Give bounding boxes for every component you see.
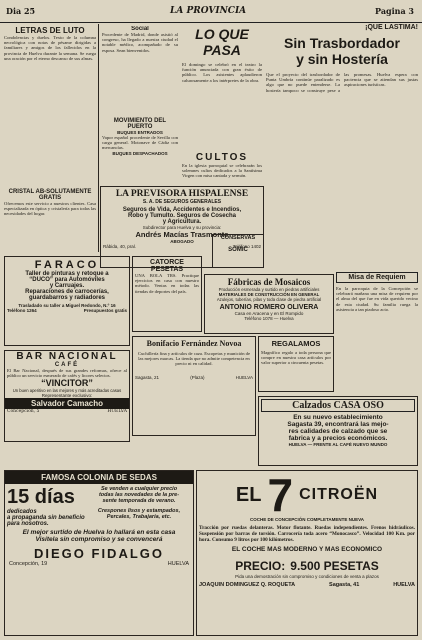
sedas-city: HUELVA xyxy=(167,561,189,567)
faraco-line2: “DUCO” para Automóviles xyxy=(29,277,105,283)
citroen-el: EL xyxy=(235,483,262,506)
mosaicos-name: ANTONIO ROMERO OLIVERA xyxy=(219,304,319,311)
lo-que-pasa-title: LO QUE PASA xyxy=(195,26,249,58)
casaoso-title: Calzados CASA OSO xyxy=(261,399,415,412)
bonifacio-post: (Plaza) xyxy=(190,374,205,380)
mosaicos-addr: Casa en Aracena y en El Rompido xyxy=(234,311,304,316)
faraco-ad xyxy=(4,256,130,346)
sedas-left1: dedicados xyxy=(7,509,37,515)
luto-title: LETRAS DE LUTO xyxy=(15,26,85,35)
citroen-sub: COCHE DE CONCEPCIÓN COMPLETAMENTE NUEVA xyxy=(249,517,365,522)
bonifacio-ad xyxy=(132,336,256,436)
sedas-right4: Crespones lisos y estampados, xyxy=(97,508,181,514)
header-masthead: LA PROVINCIA xyxy=(170,6,247,16)
sedas-left3: para nosotros. xyxy=(7,521,49,527)
previsora-addr: Rábida, 40, pral. xyxy=(103,244,137,249)
sedas-ad xyxy=(4,470,194,636)
previsora-line1: Seguros de Vida, Accidentes e Incendios, xyxy=(122,207,242,213)
previsora-line4: Subdirector para Huelva y su provincia: xyxy=(142,225,222,230)
bonifacio-text: Cuchillería fina y artículos de caza. Escopetas y munición de las mejores marcas. La tienda que no admite competencia en precio ni en calidad. xyxy=(138,351,250,367)
bonifacio-title: Bonifacio Fernández Novoa xyxy=(146,339,242,348)
citroen-plazos: Pida una demostración sin compromiso y condiciones de venta a plazos xyxy=(235,574,379,579)
previsora-role: ABOGADO xyxy=(170,239,194,244)
sedas-title: FAMOSA COLONIA DE SEDAS xyxy=(5,471,193,484)
faraco-title: FARACO xyxy=(34,259,100,271)
casaoso-line4: fabrica y a precios económicos. xyxy=(288,435,388,442)
citroen-dealer-city: HUELVA xyxy=(393,582,415,588)
mosaicos-ad xyxy=(204,274,334,334)
faraco-line6: Trasladado su taller a Miguel Redondo, N.º 16 xyxy=(18,303,116,308)
bonifacio-addr: Sagasta, 21 xyxy=(135,374,160,380)
cristal-text: Ofrecemos este servicio a nuestros clientes. Casa especializada en óptica y cristalería para todas las necesidades del hogar. xyxy=(4,201,96,217)
lastima-article xyxy=(266,24,418,264)
sedas-name: DIEGO FIDALGO xyxy=(34,546,164,561)
catorce-text: UNA BOLA TRS. Practique ejercicios en casa con nuestro método. Ventas en todas las tiendas de deportes del país. xyxy=(135,273,199,294)
mosaicos-title: Fábricas de Mosaicos xyxy=(227,277,311,287)
lastima-title1: Sin Trasbordador xyxy=(284,35,400,51)
sedas-left2: a propaganda sin beneficio xyxy=(7,515,85,521)
mosaicos-line2: MATERIALES DE CONSTRUCCIÓN EN GENERAL xyxy=(218,292,320,297)
citroen-text: Tracción por ruedas delanteras. Motor flotante. Ruedas independientes. Frenos hidráulicos. Suspensión por barras de torsión. Carrocería toda acero “Monocasco”. Velocidad 100 Km. por hora. Consumo 9 litros por 100 kilómetros. xyxy=(199,525,415,543)
citroen-price-label: PRECIO: xyxy=(235,559,286,573)
lo-que-pasa-column xyxy=(182,26,262,152)
cultos-title: CULTOS xyxy=(195,152,249,163)
faraco-foot: Presupuestos gratis xyxy=(83,308,127,313)
sedas-right5: Percales, Trabajaria, etc. xyxy=(106,514,172,520)
luto-text: Condolencias y duelos. Texto de la columna necrológica con notas de pésame dirigidas a familiares y amigos de los fallecidos en la provincia de Huelva durante la semana. Se ruega una oración por el eterno descanso de sus almas. xyxy=(4,35,96,61)
bonifacio-city: HUELVA xyxy=(235,374,253,380)
sedas-days: 15 días xyxy=(7,486,75,508)
lastima-text: Que el proyecto del trasbordador de Punta Umbría continúe paralizado es algo que no puede entenderse. La hostería tampoco se construye pese a las promesas. Huelva espera con paciencia que se atiendan sus justas aspiraciones turísticas. xyxy=(266,72,418,93)
mosaicos-line1: Producción esmerada y surtido en piedras artificiales xyxy=(218,287,320,292)
cultos-text: En la iglesia parroquial se celebrarán los solemnes cultos dedicados a la Santísima Virgen con misa cantada y sermón. xyxy=(182,163,262,179)
previsora-name: Andrés Macías Trasmonte xyxy=(135,230,229,239)
regalamos-ad xyxy=(258,336,334,392)
catorce-ad xyxy=(132,256,202,332)
previsora-title: LA PREVISORA HISPALENSE xyxy=(115,189,249,199)
misa-text: En la parroquia de la Concepción se celebrará mañana una misa de requiem por el alma del que fue en vida querido vecino de esta ciudad. Su familia ruega la asistencia a tan piadoso acto. xyxy=(336,286,418,312)
column-divider xyxy=(98,24,99,252)
bar-title: BAR NACIONAL xyxy=(16,351,118,362)
header-date: Dia 25 xyxy=(6,6,36,16)
bar-city: HUELVA xyxy=(107,409,127,415)
lastima-kicker: ¡QUE LASTIMA! xyxy=(365,24,418,31)
bar-text: El Bar Nacional, después de sus grandes reformas, ofrece al público un servicio esmerado de cafés y licores selectos. xyxy=(7,368,127,379)
social-column xyxy=(102,26,178,184)
conservas-title: CONSERVAS xyxy=(220,235,256,241)
mosaicos-phone: Teléfono 1078 — Huelva xyxy=(244,316,294,321)
misa-title: Misa de Requiem xyxy=(336,272,418,283)
regalamos-text: Magnífico regalo a toda persona que compre en nuestra casa artículos por valor superior a cincuenta pesetas. xyxy=(261,350,331,366)
bar-addr: Concepción, 5 xyxy=(7,409,40,415)
catorce-title: CATORCE PESETAS xyxy=(150,259,184,273)
casaoso-foot: HUELVA — FRENTE AL CAFÉ NUEVO MUNDO xyxy=(288,442,388,447)
citroen-price: 9.500 PESETAS xyxy=(290,559,379,573)
previsora-phone: Teléfono 1402 xyxy=(232,244,261,249)
left-column xyxy=(4,26,96,252)
previsora-sub: S. A. DE SEGUROS GENERALES xyxy=(142,199,222,205)
sedas-line6: El mejor surtido de Huelva lo hallará en esta casa xyxy=(22,529,176,536)
bar-drink-sub: Un buen aperitivo en las mejores y más acreditadas casas xyxy=(12,388,122,394)
faraco-line1: Taller de pinturas y retoque a xyxy=(25,271,109,277)
mosaicos-line3: Azulejos, tuberías, pilas y toda clase de piedra artificial xyxy=(216,297,322,302)
citroen-brand: CITROËN xyxy=(299,486,379,503)
citroen-seven: 7 xyxy=(267,470,294,521)
bar-rep: Representante exclusivo: xyxy=(41,393,93,399)
page-header xyxy=(0,0,422,23)
movimiento-title: MOVIMIENTO DEL PUERTO xyxy=(113,118,167,130)
bar-nacional-ad xyxy=(4,350,130,442)
movimiento-sub1: BUQUES ENTRADOS xyxy=(117,130,163,135)
bar-name: Salvador Camacho xyxy=(5,398,129,409)
previsora-line2: Robo y Tumulto. Seguros de Cosecha xyxy=(128,213,236,219)
social-title: Social xyxy=(131,26,149,32)
regalamos-title: REGALAMOS xyxy=(271,339,321,348)
sedas-addr: Concepción, 19 xyxy=(9,561,48,567)
casaoso-line2: Sagasta 39, encontrará las mejo- xyxy=(287,421,389,428)
faraco-line3: y Carruajes. xyxy=(49,283,85,289)
citroen-dealer: JOAQUIN DOMINGUEZ Q. ROQUETA xyxy=(199,582,296,588)
faraco-line5: guardabarros y radiadores xyxy=(28,295,106,301)
bar-sub: CAFÉ xyxy=(54,362,80,368)
sedas-right1: Se venden a cualquier precio xyxy=(100,486,178,492)
citroen-model: EL COCHE MAS MODERNO Y MAS ECONOMICO xyxy=(231,546,383,553)
social-text: Procedente de Madrid, donde asistió al congreso, ha llegado a nuestra ciudad el notable médico, acompañado de su esposa. Sean bienvenidos. xyxy=(102,32,178,53)
sedas-right3: sente temporada de verano. xyxy=(102,498,176,504)
citroen-dealer-addr: Sagasta, 41 xyxy=(329,582,360,588)
citroen-ad xyxy=(196,470,418,636)
header-page: Pagina 3 xyxy=(375,6,414,16)
sedas-right2: todas las novedades de la pre- xyxy=(98,492,180,498)
lastima-title2: y sin Hostería xyxy=(296,51,388,67)
casaoso-line3: res calidades de calzado que se xyxy=(288,428,388,435)
lo-que-pasa-text: El domingo se celebró en el teatro la función anunciada con gran éxito de público. Los asistentes aplaudieron calurosamente a los intérpretes de la obra. xyxy=(182,62,262,83)
movimiento-text: Vapor español procedente de Sevilla con carga general. Motonave de Cádiz con mercancías. xyxy=(102,135,178,151)
conservas-brand: SOMIC xyxy=(228,247,248,253)
faraco-phone: Teléfono 1264 xyxy=(7,308,37,313)
conservas-ad xyxy=(212,234,264,268)
bar-drink: “VINCITOR” xyxy=(41,378,93,389)
faraco-line4: Reparaciones de carrocerías, xyxy=(25,289,109,295)
previsora-line3: y Agricultura. xyxy=(162,219,202,225)
movimiento-sub2: BUQUES DESPACHADOS xyxy=(112,150,168,156)
cristal-title: CRISTAL AB-SOLUTAMENTE GRATIS xyxy=(8,189,92,201)
casa-oso-ad xyxy=(258,396,418,466)
sedas-line7: Visítela sin compromiso y se convencerá xyxy=(35,536,163,543)
casaoso-line1: En su nuevo establecimiento xyxy=(293,414,383,421)
